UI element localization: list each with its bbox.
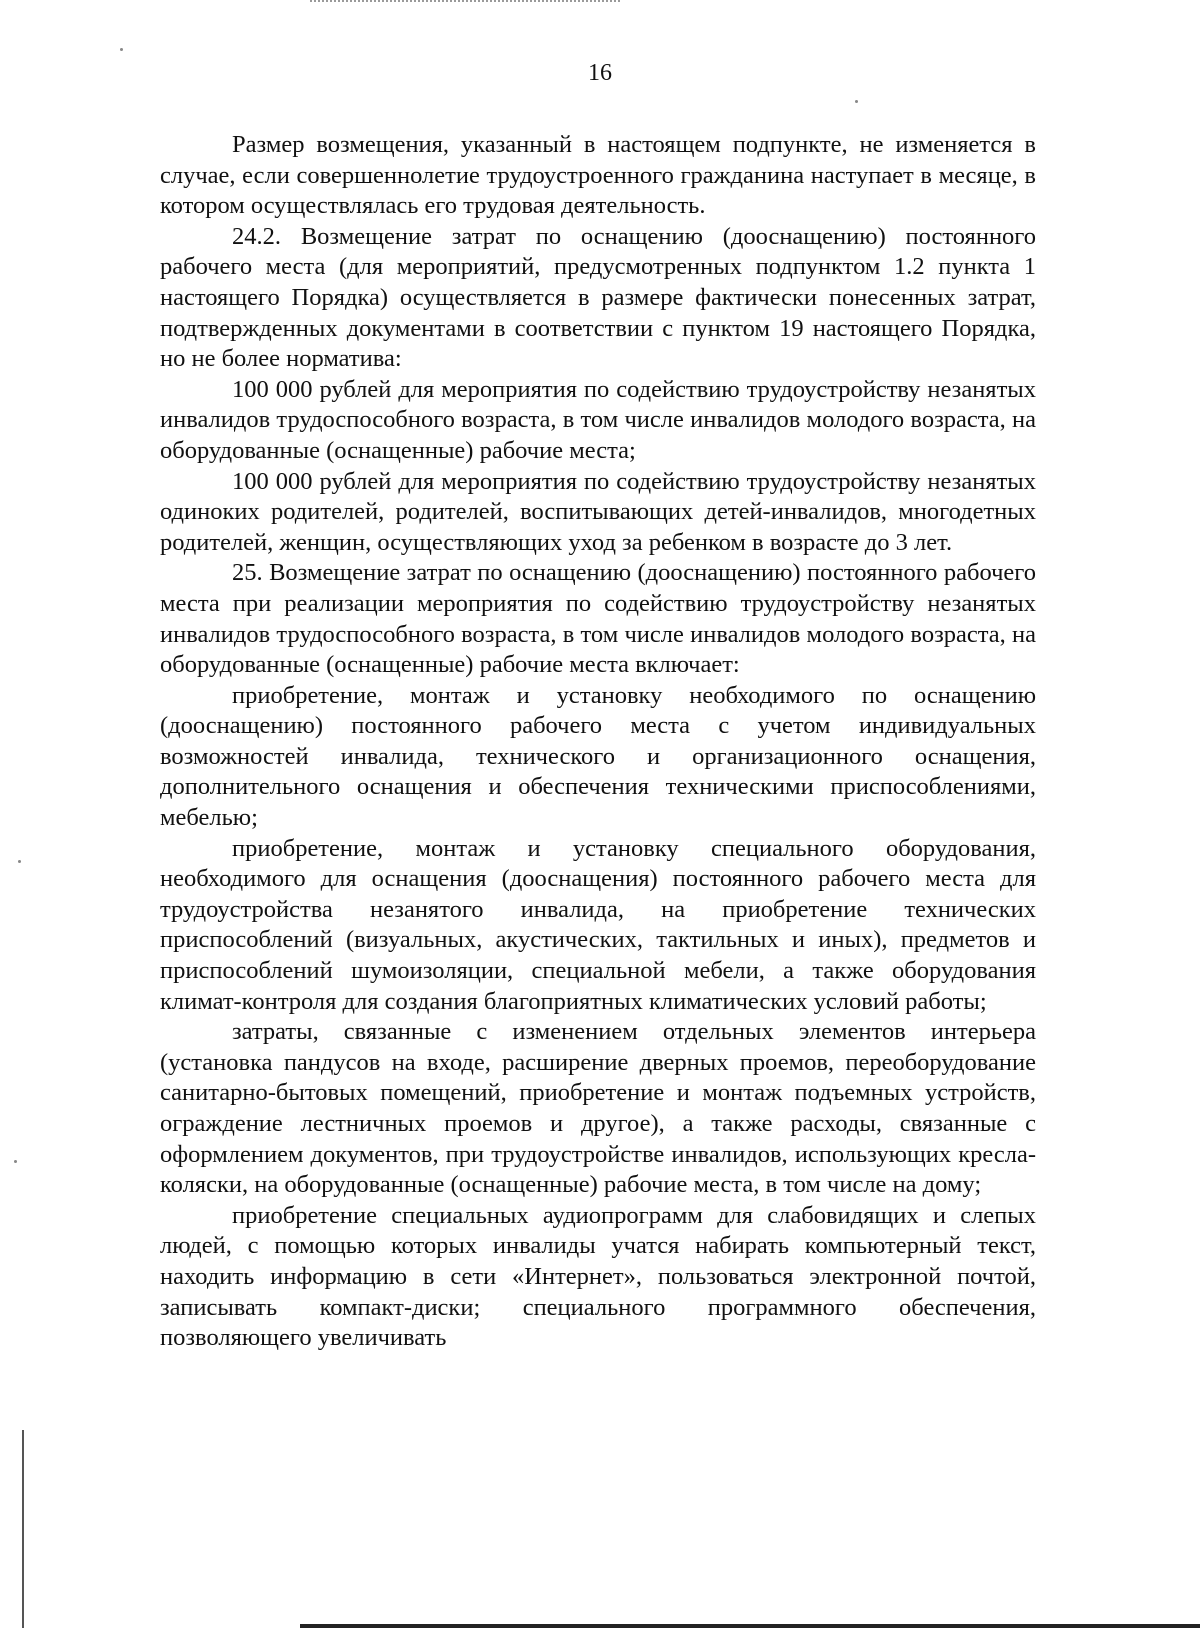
scan-speck: [18, 860, 21, 863]
scan-artifact-top: [310, 0, 620, 8]
page-number: 16: [588, 60, 612, 86]
paragraph: приобретение, монтаж и установку специального оборудования, необходимого для оснащения (дооснащения) постоянного рабочего места для трудоустройства незанятого инвалида, на приобретение технических приспособлений (визуальных, акустических, тактильных и иных), предметов и приспособлений шумоизоляции, специальной мебели, а также оборудования климат-контроля для создания благоприятных климатических условий работы;: [160, 834, 1036, 1015]
paragraph: 100 000 рублей для мероприятия по содействию трудоустройству незанятых одиноких родителей, родителей, воспитывающих детей-инвалидов, многодетных родителей, женщин, осуществляющих уход за ребенком в возрасте до 3 лет.: [160, 467, 1036, 556]
paragraph: Размер возмещения, указанный в настоящем подпункте, не изменяется в случае, если совершеннолетие трудоустроенного гражданина наступает в месяце, в котором осуществлялась его трудовая деятельность.: [160, 131, 1036, 220]
scan-artifact-bottom-edge: [300, 1624, 1200, 1628]
document-body: [160, 130, 1036, 1354]
paragraph: 24.2. Возмещение затрат по оснащению (дооснащению) постоянного рабочего места (для мероприятий, предусмотренных подпунктом 1.2 пункта 1 настоящего Порядка) осуществляется в размере фактически понесенных затрат, подтвержденных документами в соответствии с пунктом 19 настоящего Порядка, но не более норматива:: [160, 222, 1036, 373]
paragraph: приобретение специальных аудиопрограмм для слабовидящих и слепых людей, с помощью которых инвалиды учатся набирать компьютерный текст, находить информацию в сети «Интернет», пользоваться электронной почтой, записывать компакт-диски; специального программного обеспечения, позволяющего увеличивать: [160, 1201, 1036, 1352]
scan-speck: [14, 1160, 17, 1163]
scan-artifact-left-edge: [22, 1430, 24, 1628]
paragraph: приобретение, монтаж и установку необходимого по оснащению (дооснащению) постоянного рабочего места с учетом индивидуальных возможностей инвалида, технического и организационного оснащения, дополнительного оснащения и обеспечения техническими приспособлениями, мебелью;: [160, 681, 1036, 832]
paragraph: затраты, связанные с изменением отдельных элементов интерьера (установка пандусов на входе, расширение дверных проемов, переоборудование санитарно-бытовых помещений, приобретение и монтаж подъемных устройств, ограждение лестничных проемов и другое), а также расходы, связанные с оформлением документов, при трудоустройстве инвалидов, использующих кресла-коляски, на оборудованные (оснащенные) рабочие места, в том числе на дому;: [160, 1018, 1036, 1199]
paragraph: 100 000 рублей для мероприятия по содействию трудоустройству незанятых инвалидов трудоспособного возраста, в том числе инвалидов молодого возраста, на оборудованные (оснащенные) рабочие места;: [160, 375, 1036, 464]
scan-speck: [855, 100, 858, 103]
paragraph: 25. Возмещение затрат по оснащению (дооснащению) постоянного рабочего места при реализации мероприятия по содействию трудоустройству незанятых инвалидов трудоспособного возраста, в том числе инвалидов молодого возраста, на оборудованные (оснащенные) рабочие места включает:: [160, 559, 1036, 679]
scan-speck: [120, 48, 123, 51]
